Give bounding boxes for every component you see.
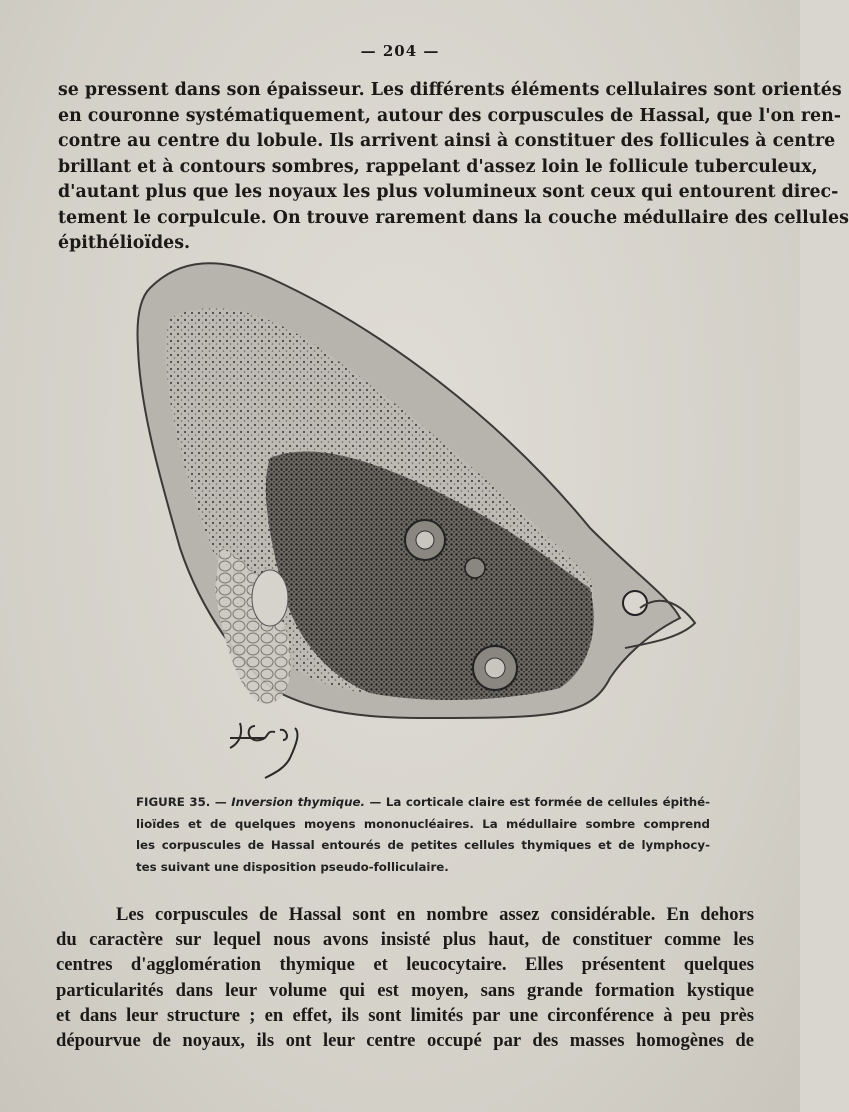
paragraph-line: brillant et à contours sombres, rappelant d'assez loin le follicule tuberculeux, (58, 156, 818, 177)
caption-line: tes suivant une disposition pseudo-folliculaire. (136, 859, 449, 874)
vessel (252, 570, 288, 626)
figure-title: Inversion thymique. (231, 795, 365, 809)
caption-line (106, 792, 710, 814)
top-paragraph (58, 78, 849, 257)
paragraph-line: Les corpuscules de Hassal sont en nombre assez considérable. En dehors (116, 904, 754, 925)
bottom-paragraph (56, 902, 754, 1053)
paragraph-line: centres d'agglomération thymique et leucocytaire. Elles présentent quelques (56, 954, 754, 976)
paragraph-line: et dans leur structure ; en effet, ils sont limités par une circonférence à peu près (56, 1004, 754, 1026)
hassal-corpuscle (485, 658, 505, 678)
caption-line: lioïdes et de quelques moyens mononucléaires. La médullaire sombre comprend (136, 816, 710, 831)
caption-text: — La corticale claire est formée de cellules épithé- (364, 795, 710, 809)
paragraph-line: d'autant plus que les noyaux les plus volumineux sont ceux qui entourent direc- (58, 182, 839, 202)
caption-dash: — (210, 795, 232, 809)
page-number: — 204 — (360, 42, 440, 60)
hassal-corpuscle (623, 591, 647, 615)
paragraph-line: tement le corpulcule. On trouve rarement dans la couche médullaire des cellules (58, 207, 849, 228)
paragraph-line: du caractère sur lequel nous avons insisté plus haut, de constituer comme les (56, 929, 754, 951)
paragraph-line: particularités dans leur volume qui est moyen, sans grande formation kystique (56, 979, 754, 1001)
figure-caption (106, 792, 710, 878)
paragraph-line: se pressent dans son épaisseur. Les différents éléments cellulaires sont orientés (58, 80, 842, 100)
paragraph-line: contre au centre du lobule. Ils arrivent ainsi à constituer des follicules à centre (58, 131, 836, 151)
paragraph-line: en couronne systématiquement, autour des corpuscules de Hassal, que l'on ren- (58, 105, 841, 126)
hassal-corpuscle (465, 558, 485, 578)
artist-signature (230, 723, 297, 778)
paragraph-line: dépourvue de noyaux, ils ont leur centre occupé par des masses homogènes de (56, 1030, 754, 1052)
histology-illustration (120, 248, 710, 788)
figure-label: FIGURE 35. (136, 795, 211, 809)
paragraph-line: épithélioïdes. (58, 233, 191, 253)
hassal-corpuscle (416, 531, 434, 549)
caption-line: les corpuscules de Hassal entourés de petites cellules thymiques et de lymphocy- (136, 838, 710, 852)
